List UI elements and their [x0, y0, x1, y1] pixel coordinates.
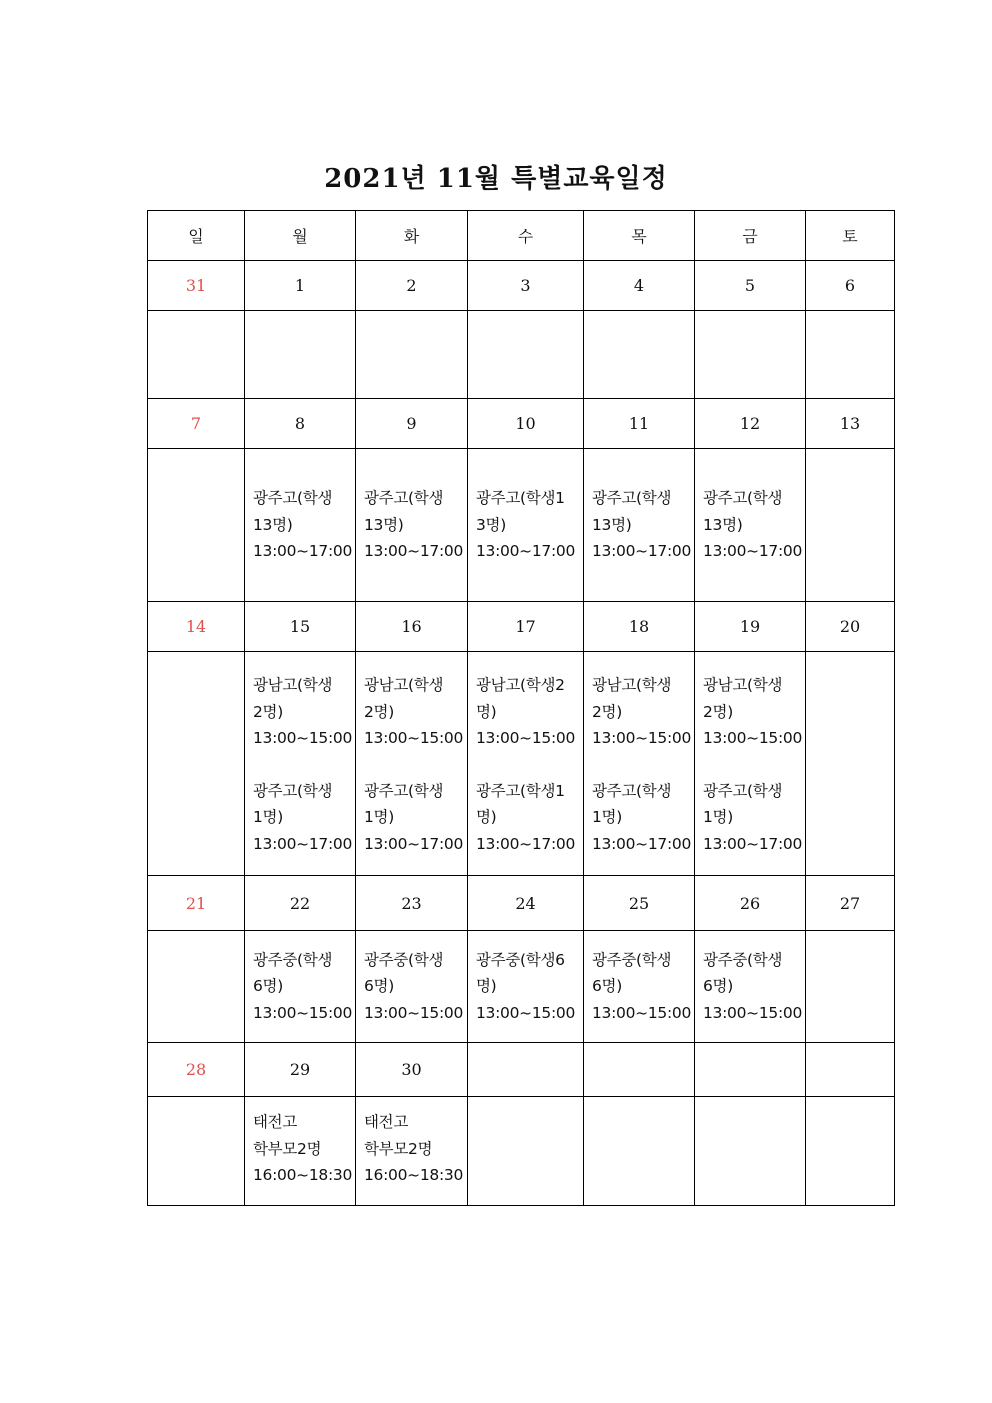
- date-cell: [468, 1043, 584, 1097]
- date-cell: 24: [468, 876, 584, 931]
- date-cell: 25: [584, 876, 695, 931]
- event-cell: [356, 931, 468, 1043]
- date-cell: 23: [356, 876, 468, 931]
- event-spacer: [695, 752, 805, 778]
- date-cell: 14: [148, 602, 245, 652]
- date-row: [148, 876, 895, 931]
- date-cell: 19: [695, 602, 806, 652]
- event-cell: [245, 931, 356, 1043]
- event-cell: [695, 311, 806, 399]
- event-entry: 광주중(학생 6명) 13:00~15:00: [253, 950, 353, 1022]
- event-cell: [584, 652, 695, 876]
- event-cell: [356, 652, 468, 876]
- event-entry: 광주중(학생6 명) 13:00~15:00: [476, 950, 576, 1022]
- weekday-mon: 월: [245, 211, 356, 261]
- date-cell: 21: [148, 876, 245, 931]
- date-row: [148, 399, 895, 449]
- event-cell: [584, 1097, 695, 1206]
- date-cell: 12: [695, 399, 806, 449]
- date-row: [148, 261, 895, 311]
- event-cell: [468, 652, 584, 876]
- weekday-wed: 수: [468, 211, 584, 261]
- event-spacer: [468, 752, 583, 778]
- event-spacer: [245, 752, 355, 778]
- date-cell: 1: [245, 261, 356, 311]
- event-entry: 태전고 학부모2명 16:00~18:30: [364, 1113, 464, 1184]
- event-cell: [695, 449, 806, 602]
- event-cell: [356, 311, 468, 399]
- weekday-thu: 목: [584, 211, 695, 261]
- date-cell: [695, 1043, 806, 1097]
- event-entry: 광주고(학생 1명) 13:00~17:00: [703, 781, 803, 853]
- date-cell: [806, 1043, 895, 1097]
- page-title: 2021년 11월 특별교육일정: [324, 164, 668, 194]
- date-cell: 28: [148, 1043, 245, 1097]
- date-cell: 29: [245, 1043, 356, 1097]
- event-cell: [148, 311, 245, 399]
- date-row: [148, 1043, 895, 1097]
- date-cell: 6: [806, 261, 895, 311]
- date-cell: 31: [148, 261, 245, 311]
- event-cell: [806, 1097, 895, 1206]
- event-entry: 광주고(학생 13명) 13:00~17:00: [364, 489, 464, 561]
- event-cell: [245, 652, 356, 876]
- date-cell: 26: [695, 876, 806, 931]
- event-entry: 광주고(학생 1명) 13:00~17:00: [592, 781, 692, 853]
- weekday-sat: 토: [806, 211, 895, 261]
- weekday-fri: 금: [695, 211, 806, 261]
- weekday-header-row: [148, 211, 895, 261]
- event-cell: [806, 652, 895, 876]
- date-cell: 17: [468, 602, 584, 652]
- event-row: [148, 1097, 895, 1206]
- event-cell: [468, 931, 584, 1043]
- event-entry: 광남고(학생 2명) 13:00~15:00: [253, 676, 353, 747]
- date-cell: 16: [356, 602, 468, 652]
- date-cell: 2: [356, 261, 468, 311]
- event-spacer: [584, 752, 694, 778]
- event-entry: 광주중(학생 6명) 13:00~15:00: [703, 950, 803, 1022]
- date-cell: 9: [356, 399, 468, 449]
- event-cell: [148, 1097, 245, 1206]
- date-cell: 22: [245, 876, 356, 931]
- event-row: [148, 311, 895, 399]
- event-row: [148, 449, 895, 602]
- event-entry: 광주고(학생 13명) 13:00~17:00: [592, 489, 692, 561]
- event-cell: [695, 1097, 806, 1206]
- event-cell: [806, 311, 895, 399]
- event-cell: [356, 449, 468, 602]
- event-entry: 태전고 학부모2명 16:00~18:30: [253, 1113, 353, 1184]
- event-cell: [806, 449, 895, 602]
- calendar-table: [147, 210, 895, 1206]
- date-cell: 30: [356, 1043, 468, 1097]
- date-cell: 13: [806, 399, 895, 449]
- event-spacer: [356, 752, 467, 778]
- event-row: [148, 652, 895, 876]
- event-entry: 광주고(학생 13명) 13:00~17:00: [253, 489, 353, 561]
- date-cell: 7: [148, 399, 245, 449]
- event-cell: [584, 449, 695, 602]
- event-cell: [468, 449, 584, 602]
- date-cell: 27: [806, 876, 895, 931]
- date-cell: 18: [584, 602, 695, 652]
- event-cell: [695, 652, 806, 876]
- event-cell: [356, 1097, 468, 1206]
- date-row: [148, 602, 895, 652]
- event-cell: [245, 449, 356, 602]
- event-cell: [245, 1097, 356, 1206]
- event-entry: 광남고(학생 2명) 13:00~15:00: [592, 676, 692, 747]
- event-cell: [148, 652, 245, 876]
- date-cell: 20: [806, 602, 895, 652]
- date-cell: 3: [468, 261, 584, 311]
- event-cell: [468, 1097, 584, 1206]
- event-entry: 광주중(학생 6명) 13:00~15:00: [592, 950, 692, 1022]
- event-entry: 광주고(학생 13명) 13:00~17:00: [703, 489, 803, 561]
- event-cell: [245, 311, 356, 399]
- event-cell: [584, 311, 695, 399]
- weekday-tue: 화: [356, 211, 468, 261]
- date-cell: 10: [468, 399, 584, 449]
- event-cell: [695, 931, 806, 1043]
- date-cell: 5: [695, 261, 806, 311]
- event-entry: 광주고(학생1 3명) 13:00~17:00: [476, 489, 576, 561]
- event-entry: 광남고(학생 2명) 13:00~15:00: [364, 676, 464, 747]
- event-cell: [468, 311, 584, 399]
- event-entry: 광주고(학생1 명) 13:00~17:00: [476, 781, 576, 853]
- date-cell: 8: [245, 399, 356, 449]
- event-entry: 광남고(학생 2명) 13:00~15:00: [703, 676, 803, 747]
- date-cell: [584, 1043, 695, 1097]
- event-cell: [584, 931, 695, 1043]
- event-cell: [806, 931, 895, 1043]
- weekday-sun: 일: [148, 211, 245, 261]
- event-entry: 광주중(학생 6명) 13:00~15:00: [364, 950, 464, 1022]
- event-entry: 광남고(학생2 명) 13:00~15:00: [476, 676, 576, 747]
- date-cell: 4: [584, 261, 695, 311]
- date-cell: 11: [584, 399, 695, 449]
- event-entry: 광주고(학생 1명) 13:00~17:00: [253, 781, 353, 853]
- event-row: [148, 931, 895, 1043]
- event-entry: 광주고(학생 1명) 13:00~17:00: [364, 781, 464, 853]
- date-cell: 15: [245, 602, 356, 652]
- event-cell: [148, 449, 245, 602]
- event-cell: [148, 931, 245, 1043]
